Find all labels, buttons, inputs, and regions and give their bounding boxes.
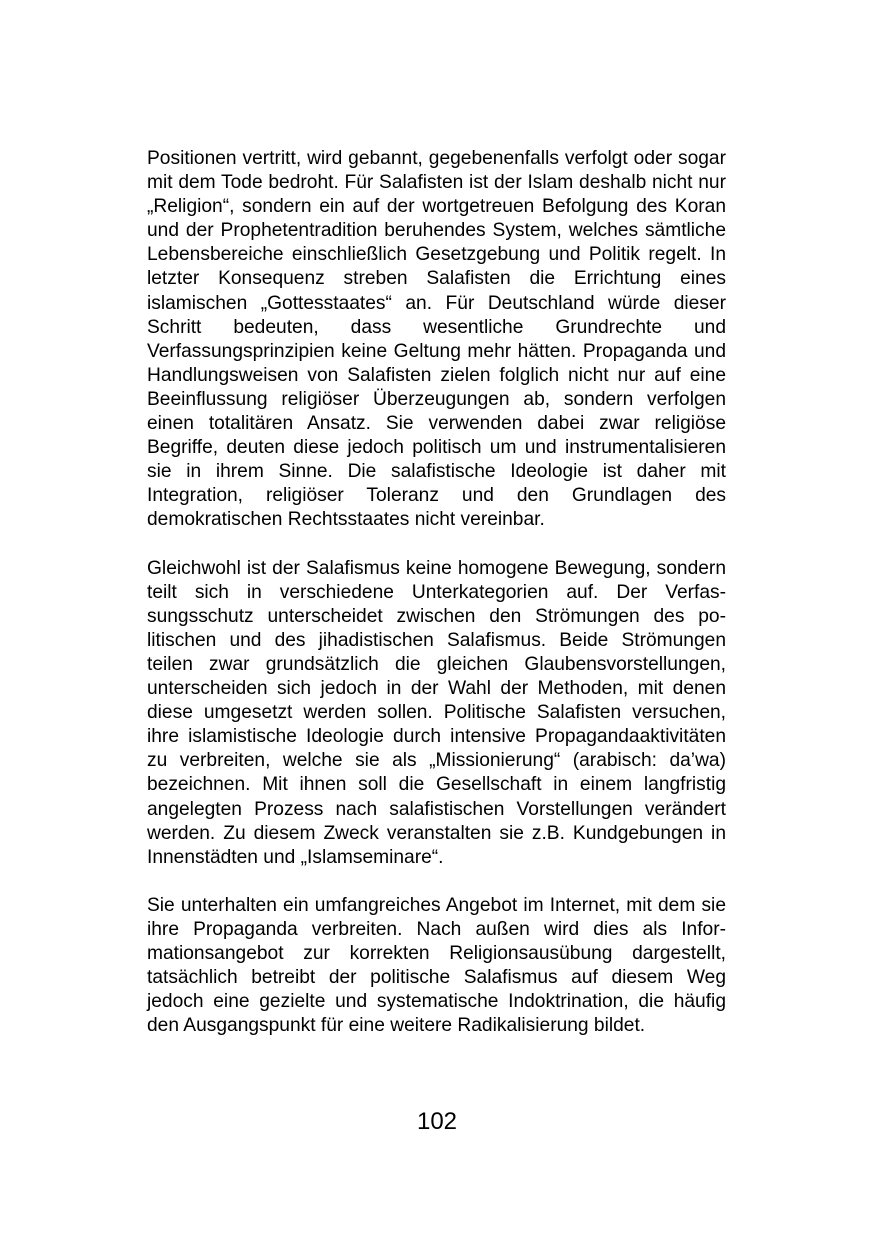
paragraph-salafism-currents: Gleichwohl ist der Salafismus keine homogene Bewegung, sondern teilt sich in verschiedene Unterkategorien auf. Der Verfassungsschutz unterscheidet zwischen den Strömungen des politischen und des jihadistischen Salafismus. Beide Strömungen teilen zwar grundsätzlich die gleichen Glaubensvorstellungen, unterscheiden sich jedoch in der Wahl der Methoden, mit denen diese umgesetzt werden sollen. Politische Salafisten versuchen, ihre islamistische Ideologie durch intensive Propagandaaktivitäten zu verbreiten, welche sie als „Missionierung“ (arabisch: da’wa) bezeichnen. Mit ihnen soll die Gesellschaft in einem langfristig angelegten Prozess nach salafistischen Vorstellungen verändert werden. Zu diesem Zweck veranstalten sie z.B. Kundgebungen in Innenstädten und „Islamseminare“.	[147, 557, 726, 868]
body-text	[147, 147, 726, 1063]
page-number: 102	[416, 1108, 458, 1135]
paragraph-salafist-ideology: Positionen vertritt, wird gebannt, gegebenenfalls verfolgt oder sogar mit dem Tode bedroht. Für Salafisten ist der Islam deshalb nicht nur „Religion“, sondern ein auf der wortgetreuen Befolgung des Koran und der Prophetentradition beruhendes System, welches sämtliche Lebensbereiche einschließlich Gesetzgebung und Politik regelt. In letzter Konsequenz streben Salafisten die Errichtung eines islamischen „Gottesstaates“ an. Für Deutschland würde dieser Schritt bedeuten, dass wesentliche Grundrechte und Verfassungsprinzipien keine Geltung mehr hätten. Propaganda und Handlungsweisen von Salafisten zielen folglich nicht nur auf eine Beeinflussung religiöser Überzeugungen ab, sondern verfolgen einen totalitären Ansatz. Sie verwenden dabei zwar religiöse Begriffe, deuten diese jedoch politisch um und instrumentalisieren sie in ihrem Sinne. Die salafistische Ideologie ist daher mit Integration, religiöser Toleranz und den Grundlagen des demokratischen Rechtsstaates nicht vereinbar.	[147, 148, 726, 531]
paragraph-internet-propaganda: Sie unterhalten ein umfangreiches Angebot im Internet, mit dem sie ihre Propaganda verbreiten. Nach außen wird dies als Informationsangebot zur korrekten Religionsausübung dargestellt, tatsächlich betreibt der politische Salafismus auf diesem Weg jedoch eine gezielte und systematische Indoktrination, die häufig den Ausgangspunkt für eine weitere Radikalisierung bildet.	[147, 894, 726, 1037]
